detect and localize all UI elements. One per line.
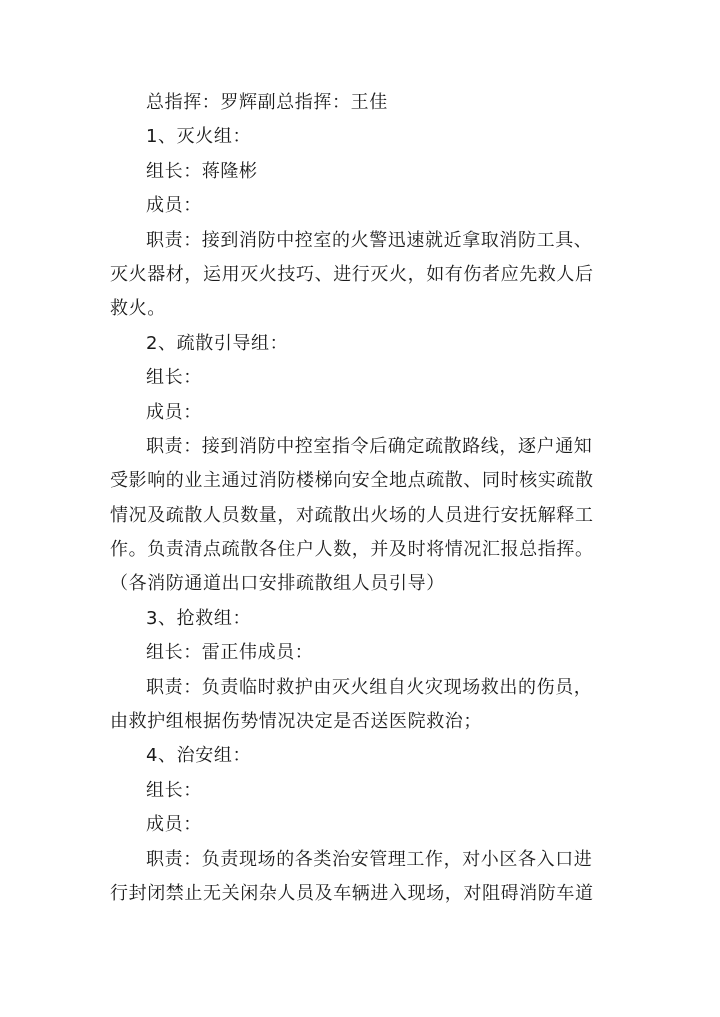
security-team-members: 成员： bbox=[146, 814, 202, 836]
commander-line: 总指挥：罗辉副总指挥：王佳 bbox=[146, 92, 388, 113]
rescue-team-leader: 组长：雷正伟成员： bbox=[146, 642, 314, 664]
fire-team-duty-line-3: 救火。 bbox=[110, 298, 166, 320]
fire-team-duty-line-1: 职责：接到消防中控室的火警迅速就近拿取消防工具、 bbox=[146, 229, 593, 251]
security-team-leader: 组长： bbox=[146, 779, 202, 801]
section-heading-security-team: 4、治安组： bbox=[146, 745, 252, 767]
section-heading-evacuation-team: 2、疏散引导组： bbox=[146, 332, 289, 354]
document-body bbox=[110, 86, 630, 911]
evacuation-team-members: 成员： bbox=[146, 401, 202, 423]
evacuation-team-leader: 组长： bbox=[146, 367, 202, 389]
section-heading-fire-team: 1、灭火组： bbox=[146, 126, 252, 148]
evacuation-duty-line-4: 作。负责清点疏散各住户人数，并及时将情况汇报总指挥。 bbox=[110, 539, 594, 561]
evacuation-duty-line-5: （各消防通道出口安排疏散组人员引导） bbox=[110, 573, 445, 595]
rescue-duty-line-2: 由救护组根据伤势情况决定是否送医院救治； bbox=[110, 711, 482, 733]
rescue-duty-line-1: 职责：负责临时救护由灭火组自火灾现场救出的伤员， bbox=[146, 676, 593, 698]
security-duty-line-1: 职责：负责现场的各类治安管理工作，对小区各入口进 bbox=[146, 848, 593, 870]
fire-team-leader: 组长：蒋隆彬 bbox=[146, 160, 258, 182]
evacuation-duty-line-3: 情况及疏散人员数量，对疏散出火场的人员进行安抚解释工 bbox=[110, 504, 594, 526]
evacuation-duty-line-2: 受影响的业主通过消防楼梯向安全地点疏散、同时核实疏散 bbox=[110, 470, 594, 492]
evacuation-duty-line-1: 职责：接到消防中控室指令后确定疏散路线，逐户通知 bbox=[146, 435, 593, 457]
section-heading-rescue-team: 3、抢救组： bbox=[146, 607, 252, 629]
fire-team-members: 成员： bbox=[146, 195, 202, 217]
security-duty-line-2: 行封闭禁止无关闲杂人员及车辆进入现场，对阻碍消防车道 bbox=[110, 882, 594, 904]
fire-team-duty-line-2: 灭火器材，运用灭火技巧、进行灭火，如有伤者应先救人后 bbox=[110, 263, 594, 285]
